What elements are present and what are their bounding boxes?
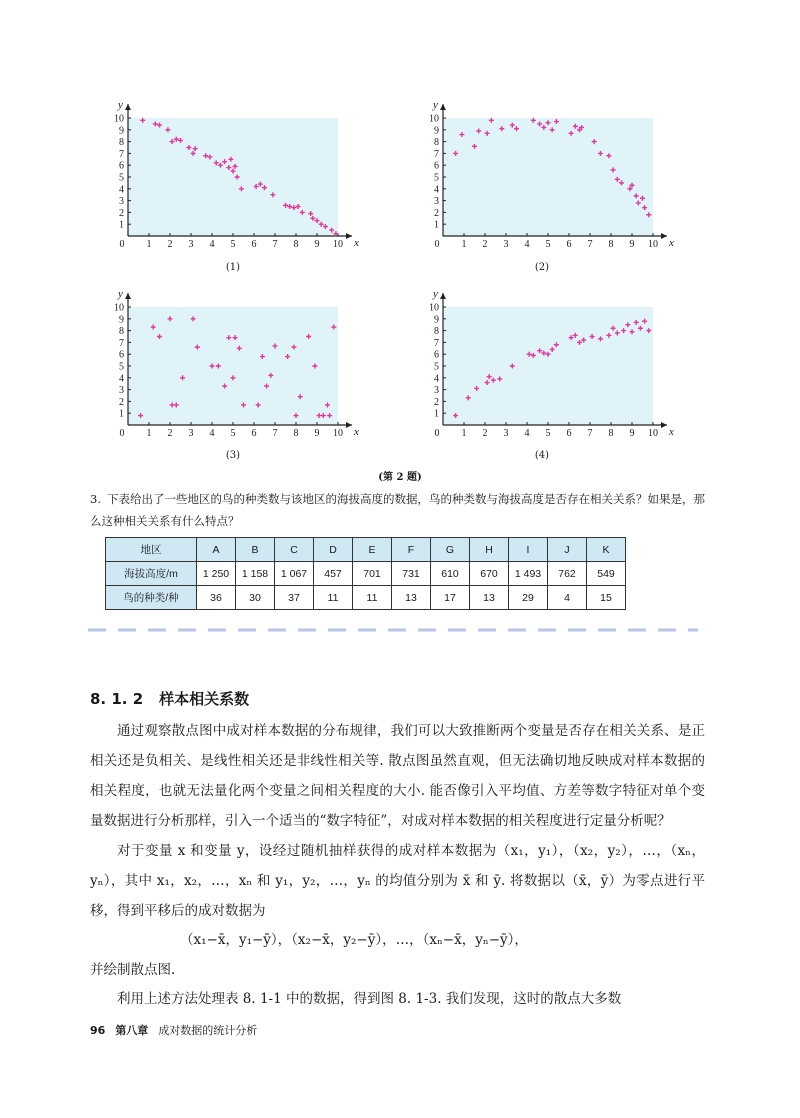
y-axis-label: y xyxy=(118,288,123,300)
x-tick-label: 0 xyxy=(119,239,125,250)
table-header-cell: 地区 xyxy=(106,538,197,562)
y-tick-label: 9 xyxy=(434,125,439,137)
x-tick-label: 10 xyxy=(648,239,658,250)
table-cell: 1 158 xyxy=(236,562,275,586)
y-tick-label: 3 xyxy=(434,196,439,208)
y-tick-label: 9 xyxy=(434,314,439,326)
x-axis-label: x xyxy=(669,237,674,249)
x-tick-label: 7 xyxy=(272,239,278,250)
table-header-cell: A xyxy=(197,538,236,562)
table-header-cell: D xyxy=(314,538,353,562)
x-tick-label: 10 xyxy=(333,428,343,439)
table-header-cell: J xyxy=(548,538,587,562)
y-tick-label: 2 xyxy=(119,207,124,219)
x-tick-label: 3 xyxy=(188,428,194,439)
table-cell: 30 xyxy=(236,586,275,610)
x-tick-label: 5 xyxy=(545,239,551,250)
formula-translated-data: （x₁−x̄，y₁−ȳ），（x₂−x̄，y₂−ȳ），…，（xₙ−x̄，yₙ−ȳ）， xyxy=(180,932,528,948)
table-cell: 1 250 xyxy=(197,562,236,586)
x-tick-label: 4 xyxy=(524,428,530,439)
scatter-plot-1 xyxy=(100,96,359,266)
y-tick-label: 9 xyxy=(119,314,124,326)
y-tick-label: 1 xyxy=(119,219,124,231)
paragraph-3: 并绘制散点图. xyxy=(90,962,176,978)
plot-caption-2: (2) xyxy=(534,262,550,273)
table-cell: 457 xyxy=(314,562,353,586)
plot-caption-4: (4) xyxy=(534,450,550,461)
x-tick-label: 7 xyxy=(587,239,593,250)
plot-area xyxy=(443,307,653,425)
page-footer xyxy=(90,1022,257,1038)
table-cell: 670 xyxy=(470,562,509,586)
question-3 xyxy=(90,488,705,532)
x-tick-label: 2 xyxy=(167,239,173,250)
x-axis-label: x xyxy=(354,426,359,438)
x-tick-label: 9 xyxy=(314,428,320,439)
table-header-cell: C xyxy=(275,538,314,562)
table-header-cell: E xyxy=(353,538,392,562)
x-tick-label: 5 xyxy=(230,428,236,439)
table-header-cell: F xyxy=(392,538,431,562)
y-tick-label: 4 xyxy=(434,184,439,196)
table-cell: 11 xyxy=(314,586,353,610)
plot-area xyxy=(128,307,338,425)
x-axis-arrow xyxy=(661,233,667,239)
paragraph-2: 对于变量 x 和变量 y，设经过随机抽样获得的成对样本数据为（x₁，y₁），（x₂，y₂），…，（xₙ，yₙ），其中 x₁，x₂，…，xₙ 和 y₁，y₂，…，yₙ 的均值分别为 x̄ 和 ȳ. 将数据以（x̄，ȳ）为零点进行平移，得到平移后的成对数据为 xyxy=(90,843,705,919)
y-tick-label: 3 xyxy=(119,196,124,208)
x-tick-label: 3 xyxy=(503,239,509,250)
x-tick-label: 6 xyxy=(251,239,257,250)
table-row xyxy=(106,562,626,586)
y-axis-label: y xyxy=(433,288,438,300)
x-axis-arrow xyxy=(346,422,352,428)
x-tick-label: 6 xyxy=(566,239,572,250)
y-axis-arrow xyxy=(125,104,131,110)
table-cell: 1 493 xyxy=(509,562,548,586)
y-tick-label: 2 xyxy=(119,396,124,408)
y-tick-label: 3 xyxy=(434,385,439,397)
x-tick-label: 6 xyxy=(566,428,572,439)
bird-species-table xyxy=(105,537,626,610)
y-tick-label: 5 xyxy=(119,172,124,184)
y-tick-label: 7 xyxy=(434,337,439,349)
y-tick-label: 6 xyxy=(434,349,439,361)
table-cell: 37 xyxy=(275,586,314,610)
x-tick-label: 8 xyxy=(608,239,614,250)
x-tick-label: 1 xyxy=(461,239,467,250)
plot-area xyxy=(128,118,338,236)
y-tick-label: 10 xyxy=(429,113,439,125)
x-tick-label: 6 xyxy=(251,428,257,439)
x-tick-label: 0 xyxy=(119,428,125,439)
x-tick-label: 2 xyxy=(482,428,488,439)
scatter-plot-4 xyxy=(415,285,674,455)
y-tick-label: 10 xyxy=(114,113,124,125)
scatter-plot-3 xyxy=(100,285,359,455)
y-tick-label: 6 xyxy=(119,349,124,361)
question-text: 下表给出了一些地区的鸟的种类数与该地区的海拔高度的数据，鸟的种类数与海拔高度是否存在相关关系？如果是，那么这种相关关系有什么特点？ xyxy=(90,492,705,528)
x-tick-label: 0 xyxy=(434,239,440,250)
table-header-cell: H xyxy=(470,538,509,562)
table-row-label: 鸟的种类/种 xyxy=(106,586,197,610)
x-tick-label: 8 xyxy=(608,428,614,439)
y-tick-label: 3 xyxy=(119,385,124,397)
x-tick-label: 4 xyxy=(524,239,530,250)
x-axis-label: x xyxy=(669,426,674,438)
dashed-separator xyxy=(88,628,698,632)
y-tick-label: 2 xyxy=(434,207,439,219)
section-number: 8. 1. 2 xyxy=(90,690,144,708)
y-tick-label: 8 xyxy=(434,137,439,149)
x-tick-label: 5 xyxy=(545,428,551,439)
y-tick-label: 5 xyxy=(434,172,439,184)
x-tick-label: 10 xyxy=(648,428,658,439)
x-tick-label: 8 xyxy=(293,428,299,439)
page-number: 96 xyxy=(90,1024,106,1037)
y-tick-label: 1 xyxy=(434,219,439,231)
y-axis-arrow xyxy=(440,104,446,110)
scatter-plot-2 xyxy=(415,96,674,266)
x-tick-label: 3 xyxy=(503,428,509,439)
y-tick-label: 9 xyxy=(119,125,124,137)
paragraph-1: 通过观察散点图中成对样本数据的分布规律，我们可以大致推断两个变量是否存在相关关系、是正相关还是负相关、是线性相关还是非线性相关等. 散点图虽然直观，但无法确切地反映成对样本数据的相关程度，也就无法量化两个变量之间相关程度的大小. 能否像引入平均值、方差等数字特征对单个变量数据进行分析那样，引入一个适当的“数字特征”，对成对样本数据的相关程度进行定量分析呢？ xyxy=(90,723,705,829)
y-tick-label: 2 xyxy=(434,396,439,408)
x-tick-label: 0 xyxy=(434,428,440,439)
y-tick-label: 7 xyxy=(434,148,439,160)
y-tick-label: 5 xyxy=(119,361,124,373)
y-tick-label: 1 xyxy=(119,408,124,420)
plot-area xyxy=(443,118,653,236)
x-axis-arrow xyxy=(661,422,667,428)
y-tick-label: 5 xyxy=(434,361,439,373)
y-tick-label: 6 xyxy=(119,160,124,172)
table-cell: 15 xyxy=(587,586,626,610)
y-tick-label: 4 xyxy=(434,373,439,385)
plot-caption-3: (3) xyxy=(225,450,241,461)
y-tick-label: 6 xyxy=(434,160,439,172)
x-tick-label: 2 xyxy=(482,239,488,250)
y-tick-label: 8 xyxy=(119,326,124,338)
table-row xyxy=(106,586,626,610)
table-cell: 17 xyxy=(431,586,470,610)
x-tick-label: 9 xyxy=(629,239,635,250)
table-header-cell: K xyxy=(587,538,626,562)
table-header-cell: G xyxy=(431,538,470,562)
paragraph-4: 利用上述方法处理表 8. 1-1 中的数据，得到图 8. 1-3. 我们发现，这时的散点大多数 xyxy=(117,991,622,1007)
x-tick-label: 2 xyxy=(167,428,173,439)
y-tick-label: 7 xyxy=(119,148,124,160)
x-tick-label: 1 xyxy=(146,239,152,250)
table-header-cell: B xyxy=(236,538,275,562)
table-cell: 701 xyxy=(353,562,392,586)
y-tick-label: 10 xyxy=(114,302,124,314)
x-tick-label: 7 xyxy=(272,428,278,439)
x-axis-arrow xyxy=(346,233,352,239)
chapter-title: 成对数据的统计分析 xyxy=(158,1024,258,1037)
x-tick-label: 3 xyxy=(188,239,194,250)
y-tick-label: 4 xyxy=(119,184,124,196)
x-tick-label: 1 xyxy=(461,428,467,439)
table-cell: 731 xyxy=(392,562,431,586)
table-cell: 13 xyxy=(470,586,509,610)
table-cell: 1 067 xyxy=(275,562,314,586)
y-axis-label: y xyxy=(118,99,123,111)
y-axis-arrow xyxy=(125,293,131,299)
plot-caption-1: (1) xyxy=(225,262,241,273)
table-cell: 13 xyxy=(392,586,431,610)
x-axis-label: x xyxy=(354,237,359,249)
section-heading xyxy=(90,688,249,709)
table-cell: 4 xyxy=(548,586,587,610)
table-cell: 11 xyxy=(353,586,392,610)
x-tick-label: 4 xyxy=(209,428,215,439)
x-tick-label: 5 xyxy=(230,239,236,250)
x-tick-label: 4 xyxy=(209,239,215,250)
y-tick-label: 10 xyxy=(429,302,439,314)
y-tick-label: 8 xyxy=(119,137,124,149)
x-tick-label: 1 xyxy=(146,428,152,439)
x-tick-label: 8 xyxy=(293,239,299,250)
section-title-text: 样本相关系数 xyxy=(159,690,250,708)
y-tick-label: 8 xyxy=(434,326,439,338)
x-tick-label: 9 xyxy=(629,428,635,439)
table-cell: 762 xyxy=(548,562,587,586)
table-row-label: 海拔高度/m xyxy=(106,562,197,586)
y-tick-label: 7 xyxy=(119,337,124,349)
y-axis-label: y xyxy=(433,99,438,111)
x-tick-label: 10 xyxy=(333,239,343,250)
table-header-row xyxy=(106,538,626,562)
table-cell: 36 xyxy=(197,586,236,610)
table-cell: 610 xyxy=(431,562,470,586)
table-cell: 549 xyxy=(587,562,626,586)
table-header-cell: I xyxy=(509,538,548,562)
question-number: 3. xyxy=(90,492,101,506)
chapter-number: 第八章 xyxy=(115,1024,149,1037)
y-axis-arrow xyxy=(440,293,446,299)
y-tick-label: 1 xyxy=(434,408,439,420)
table-cell: 29 xyxy=(509,586,548,610)
y-tick-label: 4 xyxy=(119,373,124,385)
figure-caption: (第 2 题) xyxy=(378,472,422,483)
x-tick-label: 7 xyxy=(587,428,593,439)
x-tick-label: 9 xyxy=(314,239,320,250)
